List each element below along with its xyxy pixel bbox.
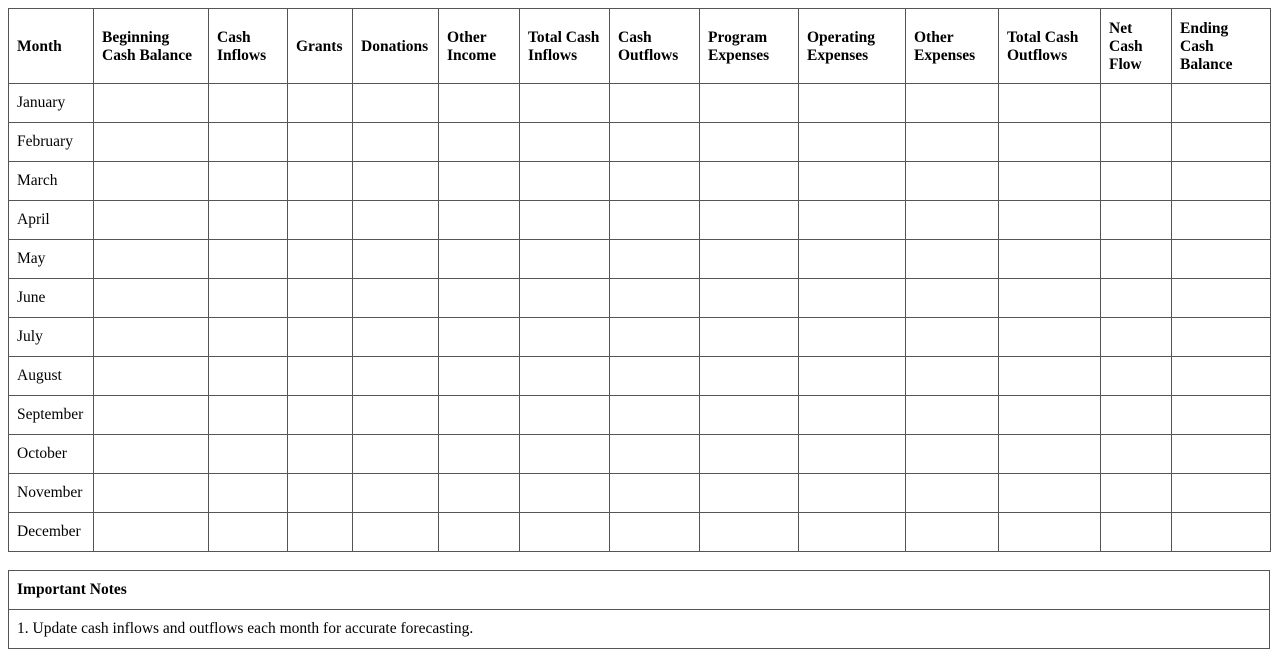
value-cell[interactable] bbox=[700, 435, 799, 474]
value-cell[interactable] bbox=[700, 84, 799, 123]
value-cell[interactable] bbox=[1101, 513, 1172, 552]
header-beginning-cash-balance: Beginning Cash Balance bbox=[94, 9, 209, 84]
table-header bbox=[9, 9, 1271, 84]
table-row bbox=[9, 474, 1271, 513]
value-cell[interactable] bbox=[906, 474, 999, 513]
value-cell[interactable] bbox=[999, 123, 1101, 162]
value-cell[interactable] bbox=[999, 84, 1101, 123]
value-cell[interactable] bbox=[209, 513, 288, 552]
value-cell[interactable] bbox=[799, 474, 906, 513]
value-cell[interactable] bbox=[353, 474, 439, 513]
value-cell[interactable] bbox=[610, 240, 700, 279]
value-cell[interactable] bbox=[439, 162, 520, 201]
header-other-expenses: Other Expenses bbox=[906, 9, 999, 84]
value-cell[interactable] bbox=[520, 357, 610, 396]
value-cell[interactable] bbox=[209, 162, 288, 201]
value-cell[interactable] bbox=[610, 162, 700, 201]
value-cell[interactable] bbox=[439, 396, 520, 435]
notes-title-row bbox=[9, 571, 1270, 610]
value-cell[interactable] bbox=[520, 435, 610, 474]
value-cell[interactable] bbox=[1101, 357, 1172, 396]
header-net-cash-flow: Net Cash Flow bbox=[1101, 9, 1172, 84]
value-cell[interactable] bbox=[1172, 474, 1271, 513]
header-cash-inflows: Cash Inflows bbox=[209, 9, 288, 84]
value-cell[interactable] bbox=[799, 240, 906, 279]
value-cell[interactable] bbox=[520, 240, 610, 279]
value-cell[interactable] bbox=[439, 84, 520, 123]
value-cell[interactable] bbox=[520, 513, 610, 552]
value-cell[interactable] bbox=[700, 279, 799, 318]
value-cell[interactable] bbox=[209, 201, 288, 240]
value-cell[interactable] bbox=[1172, 162, 1271, 201]
header-ending-cash-balance: Ending Cash Balance bbox=[1172, 9, 1271, 84]
value-cell[interactable] bbox=[1172, 123, 1271, 162]
value-cell[interactable] bbox=[610, 513, 700, 552]
header-total-cash-inflows: Total Cash Inflows bbox=[520, 9, 610, 84]
value-cell[interactable] bbox=[94, 318, 209, 357]
header-month: Month bbox=[9, 9, 94, 84]
value-cell[interactable] bbox=[439, 474, 520, 513]
value-cell[interactable] bbox=[1101, 435, 1172, 474]
value-cell[interactable] bbox=[520, 279, 610, 318]
header-total-cash-outflows: Total Cash Outflows bbox=[999, 9, 1101, 84]
notes-title: Important Notes bbox=[9, 571, 1270, 610]
value-cell[interactable] bbox=[209, 123, 288, 162]
value-cell[interactable] bbox=[94, 279, 209, 318]
value-cell[interactable] bbox=[999, 435, 1101, 474]
value-cell[interactable] bbox=[94, 162, 209, 201]
value-cell[interactable] bbox=[353, 513, 439, 552]
month-cell: April bbox=[9, 201, 94, 240]
value-cell[interactable] bbox=[1101, 396, 1172, 435]
value-cell[interactable] bbox=[906, 513, 999, 552]
value-cell[interactable] bbox=[353, 201, 439, 240]
value-cell[interactable] bbox=[94, 123, 209, 162]
table-row bbox=[9, 240, 1271, 279]
month-cell: February bbox=[9, 123, 94, 162]
value-cell[interactable] bbox=[288, 240, 353, 279]
value-cell[interactable] bbox=[1101, 162, 1172, 201]
value-cell[interactable] bbox=[94, 357, 209, 396]
note-item: 1. Update cash inflows and outflows each month for accurate forecasting. bbox=[9, 610, 1270, 649]
value-cell[interactable] bbox=[1101, 474, 1172, 513]
value-cell[interactable] bbox=[439, 357, 520, 396]
value-cell[interactable] bbox=[353, 279, 439, 318]
value-cell[interactable] bbox=[209, 435, 288, 474]
value-cell[interactable] bbox=[610, 201, 700, 240]
value-cell[interactable] bbox=[799, 513, 906, 552]
value-cell[interactable] bbox=[799, 318, 906, 357]
important-notes-table bbox=[8, 570, 1270, 649]
value-cell[interactable] bbox=[94, 513, 209, 552]
value-cell[interactable] bbox=[1172, 84, 1271, 123]
value-cell[interactable] bbox=[799, 357, 906, 396]
value-cell[interactable] bbox=[610, 474, 700, 513]
value-cell[interactable] bbox=[288, 357, 353, 396]
value-cell[interactable] bbox=[999, 201, 1101, 240]
value-cell[interactable] bbox=[353, 435, 439, 474]
value-cell[interactable] bbox=[1172, 279, 1271, 318]
value-cell[interactable] bbox=[999, 357, 1101, 396]
value-cell[interactable] bbox=[439, 318, 520, 357]
value-cell[interactable] bbox=[700, 396, 799, 435]
value-cell[interactable] bbox=[700, 513, 799, 552]
value-cell[interactable] bbox=[906, 279, 999, 318]
value-cell[interactable] bbox=[1172, 240, 1271, 279]
value-cell[interactable] bbox=[439, 240, 520, 279]
header-grants: Grants bbox=[288, 9, 353, 84]
value-cell[interactable] bbox=[999, 279, 1101, 318]
table-row bbox=[9, 162, 1271, 201]
value-cell[interactable] bbox=[906, 123, 999, 162]
month-cell: March bbox=[9, 162, 94, 201]
value-cell[interactable] bbox=[799, 162, 906, 201]
value-cell[interactable] bbox=[799, 84, 906, 123]
value-cell[interactable] bbox=[94, 474, 209, 513]
month-cell: December bbox=[9, 513, 94, 552]
table-row bbox=[9, 123, 1271, 162]
header-program-expenses: Program Expenses bbox=[700, 9, 799, 84]
value-cell[interactable] bbox=[700, 318, 799, 357]
value-cell[interactable] bbox=[1172, 435, 1271, 474]
header-operating-expenses: Operating Expenses bbox=[799, 9, 906, 84]
value-cell[interactable] bbox=[94, 84, 209, 123]
value-cell[interactable] bbox=[700, 357, 799, 396]
value-cell[interactable] bbox=[209, 357, 288, 396]
month-cell: September bbox=[9, 396, 94, 435]
value-cell[interactable] bbox=[610, 279, 700, 318]
value-cell[interactable] bbox=[288, 123, 353, 162]
value-cell[interactable] bbox=[610, 84, 700, 123]
table-row bbox=[9, 84, 1271, 123]
value-cell[interactable] bbox=[906, 396, 999, 435]
value-cell[interactable] bbox=[209, 240, 288, 279]
month-cell: October bbox=[9, 435, 94, 474]
value-cell[interactable] bbox=[610, 357, 700, 396]
value-cell[interactable] bbox=[439, 435, 520, 474]
header-other-income: Other Income bbox=[439, 9, 520, 84]
value-cell[interactable] bbox=[799, 201, 906, 240]
value-cell[interactable] bbox=[353, 84, 439, 123]
value-cell[interactable] bbox=[353, 396, 439, 435]
value-cell[interactable] bbox=[999, 240, 1101, 279]
month-cell: August bbox=[9, 357, 94, 396]
value-cell[interactable] bbox=[439, 123, 520, 162]
month-cell: January bbox=[9, 84, 94, 123]
value-cell[interactable] bbox=[906, 84, 999, 123]
value-cell[interactable] bbox=[906, 435, 999, 474]
value-cell[interactable] bbox=[209, 318, 288, 357]
value-cell[interactable] bbox=[94, 201, 209, 240]
value-cell[interactable] bbox=[1101, 240, 1172, 279]
value-cell[interactable] bbox=[209, 474, 288, 513]
header-cash-outflows: Cash Outflows bbox=[610, 9, 700, 84]
value-cell[interactable] bbox=[610, 123, 700, 162]
table-body bbox=[9, 84, 1271, 552]
value-cell[interactable] bbox=[288, 396, 353, 435]
value-cell[interactable] bbox=[439, 201, 520, 240]
value-cell[interactable] bbox=[906, 240, 999, 279]
value-cell[interactable] bbox=[353, 357, 439, 396]
value-cell[interactable] bbox=[353, 318, 439, 357]
value-cell[interactable] bbox=[520, 474, 610, 513]
value-cell[interactable] bbox=[94, 240, 209, 279]
value-cell[interactable] bbox=[288, 513, 353, 552]
table-row bbox=[9, 435, 1271, 474]
value-cell[interactable] bbox=[209, 84, 288, 123]
value-cell[interactable] bbox=[999, 162, 1101, 201]
value-cell[interactable] bbox=[999, 318, 1101, 357]
month-cell: July bbox=[9, 318, 94, 357]
value-cell[interactable] bbox=[353, 123, 439, 162]
value-cell[interactable] bbox=[700, 240, 799, 279]
value-cell[interactable] bbox=[1172, 318, 1271, 357]
value-cell[interactable] bbox=[288, 201, 353, 240]
value-cell[interactable] bbox=[1172, 396, 1271, 435]
value-cell[interactable] bbox=[799, 279, 906, 318]
value-cell[interactable] bbox=[288, 279, 353, 318]
value-cell[interactable] bbox=[1101, 318, 1172, 357]
value-cell[interactable] bbox=[1101, 84, 1172, 123]
table-row bbox=[9, 279, 1271, 318]
header-donations: Donations bbox=[353, 9, 439, 84]
value-cell[interactable] bbox=[520, 318, 610, 357]
value-cell[interactable] bbox=[439, 513, 520, 552]
value-cell[interactable] bbox=[288, 318, 353, 357]
value-cell[interactable] bbox=[700, 474, 799, 513]
cash-flow-forecast-table bbox=[8, 8, 1271, 552]
value-cell[interactable] bbox=[520, 162, 610, 201]
value-cell[interactable] bbox=[209, 279, 288, 318]
value-cell[interactable] bbox=[799, 396, 906, 435]
table-row bbox=[9, 357, 1271, 396]
value-cell[interactable] bbox=[1101, 201, 1172, 240]
value-cell[interactable] bbox=[906, 318, 999, 357]
value-cell[interactable] bbox=[520, 123, 610, 162]
value-cell[interactable] bbox=[288, 474, 353, 513]
value-cell[interactable] bbox=[1172, 513, 1271, 552]
note-row bbox=[9, 610, 1270, 649]
value-cell[interactable] bbox=[94, 435, 209, 474]
value-cell[interactable] bbox=[288, 162, 353, 201]
value-cell[interactable] bbox=[610, 318, 700, 357]
value-cell[interactable] bbox=[610, 396, 700, 435]
value-cell[interactable] bbox=[1172, 357, 1271, 396]
value-cell[interactable] bbox=[520, 84, 610, 123]
value-cell[interactable] bbox=[94, 396, 209, 435]
value-cell[interactable] bbox=[353, 162, 439, 201]
value-cell[interactable] bbox=[610, 435, 700, 474]
value-cell[interactable] bbox=[799, 435, 906, 474]
value-cell[interactable] bbox=[700, 162, 799, 201]
value-cell[interactable] bbox=[1101, 123, 1172, 162]
value-cell[interactable] bbox=[999, 513, 1101, 552]
value-cell[interactable] bbox=[353, 240, 439, 279]
value-cell[interactable] bbox=[439, 279, 520, 318]
month-cell: May bbox=[9, 240, 94, 279]
value-cell[interactable] bbox=[906, 201, 999, 240]
value-cell[interactable] bbox=[1101, 279, 1172, 318]
value-cell[interactable] bbox=[209, 396, 288, 435]
value-cell[interactable] bbox=[700, 201, 799, 240]
value-cell[interactable] bbox=[1172, 201, 1271, 240]
value-cell[interactable] bbox=[288, 84, 353, 123]
table-row bbox=[9, 396, 1271, 435]
table-row bbox=[9, 318, 1271, 357]
table-row bbox=[9, 513, 1271, 552]
value-cell[interactable] bbox=[700, 123, 799, 162]
value-cell[interactable] bbox=[906, 357, 999, 396]
value-cell[interactable] bbox=[520, 396, 610, 435]
table-row bbox=[9, 201, 1271, 240]
value-cell[interactable] bbox=[520, 201, 610, 240]
value-cell[interactable] bbox=[906, 162, 999, 201]
value-cell[interactable] bbox=[999, 396, 1101, 435]
value-cell[interactable] bbox=[799, 123, 906, 162]
value-cell[interactable] bbox=[288, 435, 353, 474]
month-cell: November bbox=[9, 474, 94, 513]
value-cell[interactable] bbox=[999, 474, 1101, 513]
month-cell: June bbox=[9, 279, 94, 318]
header-row bbox=[9, 9, 1271, 84]
